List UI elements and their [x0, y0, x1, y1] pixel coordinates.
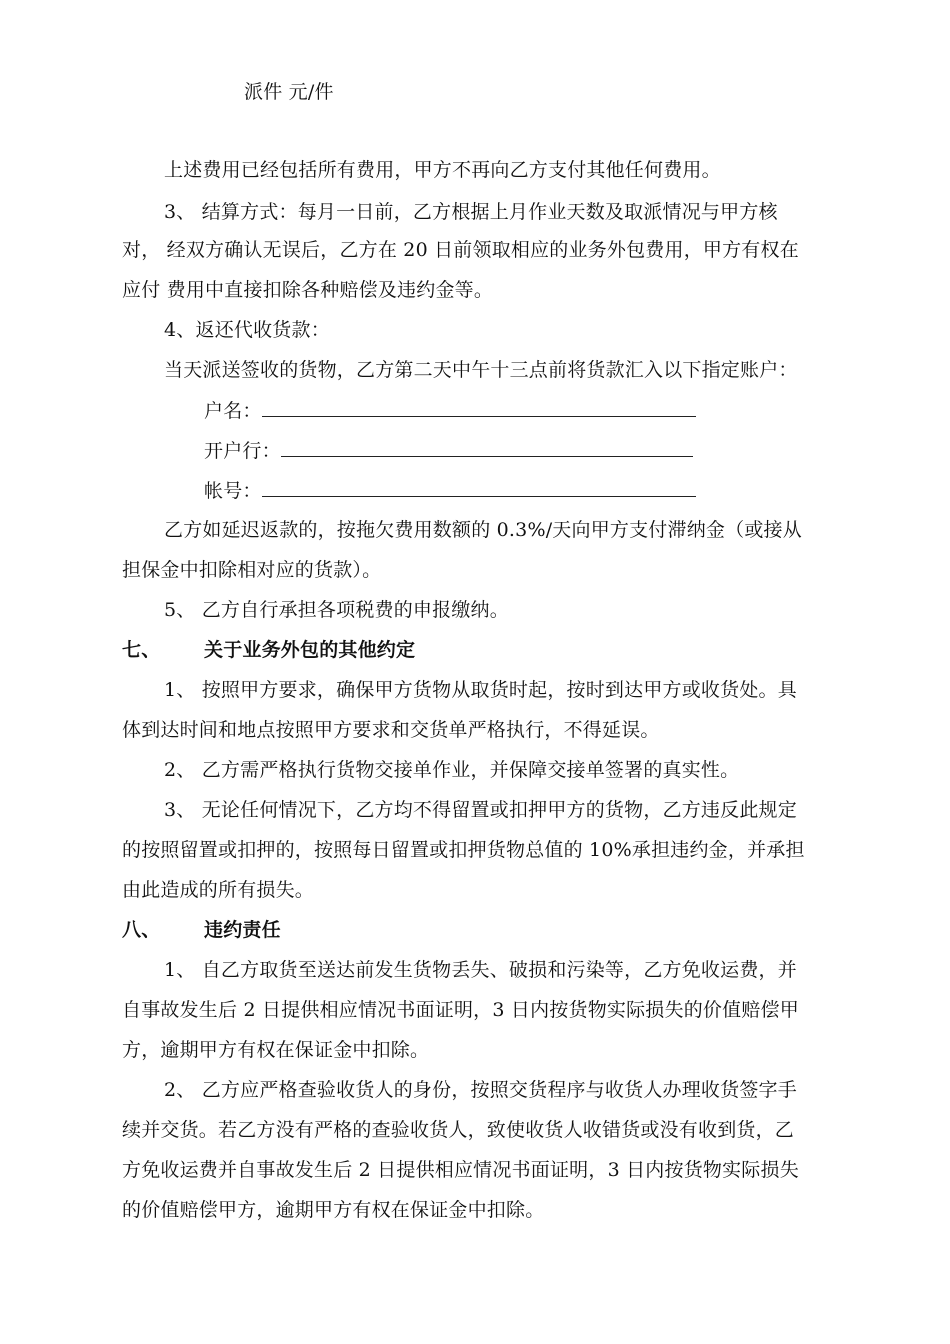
text-line: 乙方如延迟返款的，按拖欠费用数额的 0.3%/天向甲方支付滞纳金（或接从 [164, 519, 802, 541]
section-title: 违约责任 [204, 919, 281, 941]
text-line: 1、 按照甲方要求，确保甲方货物从取货时起，按时到达甲方或收货处。具 [164, 679, 797, 701]
text-line: 3、 无论任何情况下，乙方均不得留置或扣押甲方的货物，乙方违反此规定 [164, 799, 797, 821]
text-line: 的价值赔偿甲方，逾期甲方有权在保证金中扣除。 [122, 1199, 545, 1221]
account-number-label: 帐号： [204, 480, 262, 502]
text-line: 方，逾期甲方有权在保证金中扣除。 [122, 1039, 430, 1061]
text-line: 3、 结算方式：每月一日前，乙方根据上月作业天数及取派情况与甲方核 [164, 201, 778, 223]
text-line: 1、 自乙方取货至送达前发生货物丢失、破损和污染等，乙方免收运费，并 [164, 959, 797, 981]
text-line: 派件 元/件 [244, 81, 334, 103]
account-name-blank [262, 398, 696, 417]
text-line: 2、 乙方需严格执行货物交接单作业，并保障交接单签署的真实性。 [164, 759, 740, 781]
text-line: 的按照留置或扣押的，按照每日留置或扣押货物总值的 10%承担违约金，并承担 [122, 839, 805, 861]
account-name-row [204, 398, 696, 423]
bank-blank [281, 438, 693, 457]
bank-row [204, 438, 693, 463]
section-number: 八、 [122, 919, 161, 941]
account-number-row [204, 478, 696, 503]
text-line: 5、 乙方自行承担各项税费的申报缴纳。 [164, 599, 509, 621]
account-number-blank [262, 478, 696, 497]
section-heading-8 [122, 918, 281, 942]
text-line: 由此造成的所有损失。 [122, 879, 315, 901]
text-line: 体到达时间和地点按照甲方要求和交货单严格执行，不得延误。 [122, 719, 660, 741]
text-line: 当天派送签收的货物，乙方第二天中午十三点前将货款汇入以下指定账户： [164, 359, 798, 381]
section-number: 七、 [122, 639, 161, 661]
text-line: 对， 经双方确认无误后，乙方在 20 日前领取相应的业务外包费用，甲方有权在 [122, 239, 799, 261]
account-name-label: 户名： [204, 400, 262, 422]
text-line: 担保金中扣除相对应的货款）。 [122, 559, 382, 581]
bank-label: 开户行： [204, 440, 281, 462]
section-title: 关于业务外包的其他约定 [204, 639, 416, 661]
text-line: 续并交货。若乙方没有严格的查验收货人，致使收货人收错货或没有收到货，乙 [122, 1119, 795, 1141]
text-line: 4、返还代收货款： [164, 319, 330, 341]
section-heading-7 [122, 638, 415, 662]
text-line: 方免收运费并自事故发生后 2 日提供相应情况书面证明，3 日内按货物实际损失 [122, 1159, 799, 1181]
text-line: 应付 费用中直接扣除各种赔偿及违约金等。 [122, 279, 494, 301]
text-line: 自事故发生后 2 日提供相应情况书面证明，3 日内按货物实际损失的价值赔偿甲 [122, 999, 799, 1021]
text-line: 2、 乙方应严格查验收货人的身份，按照交货程序与收货人办理收货签字手 [164, 1079, 797, 1101]
text-line: 上述费用已经包括所有费用，甲方不再向乙方支付其他任何费用。 [164, 159, 721, 181]
